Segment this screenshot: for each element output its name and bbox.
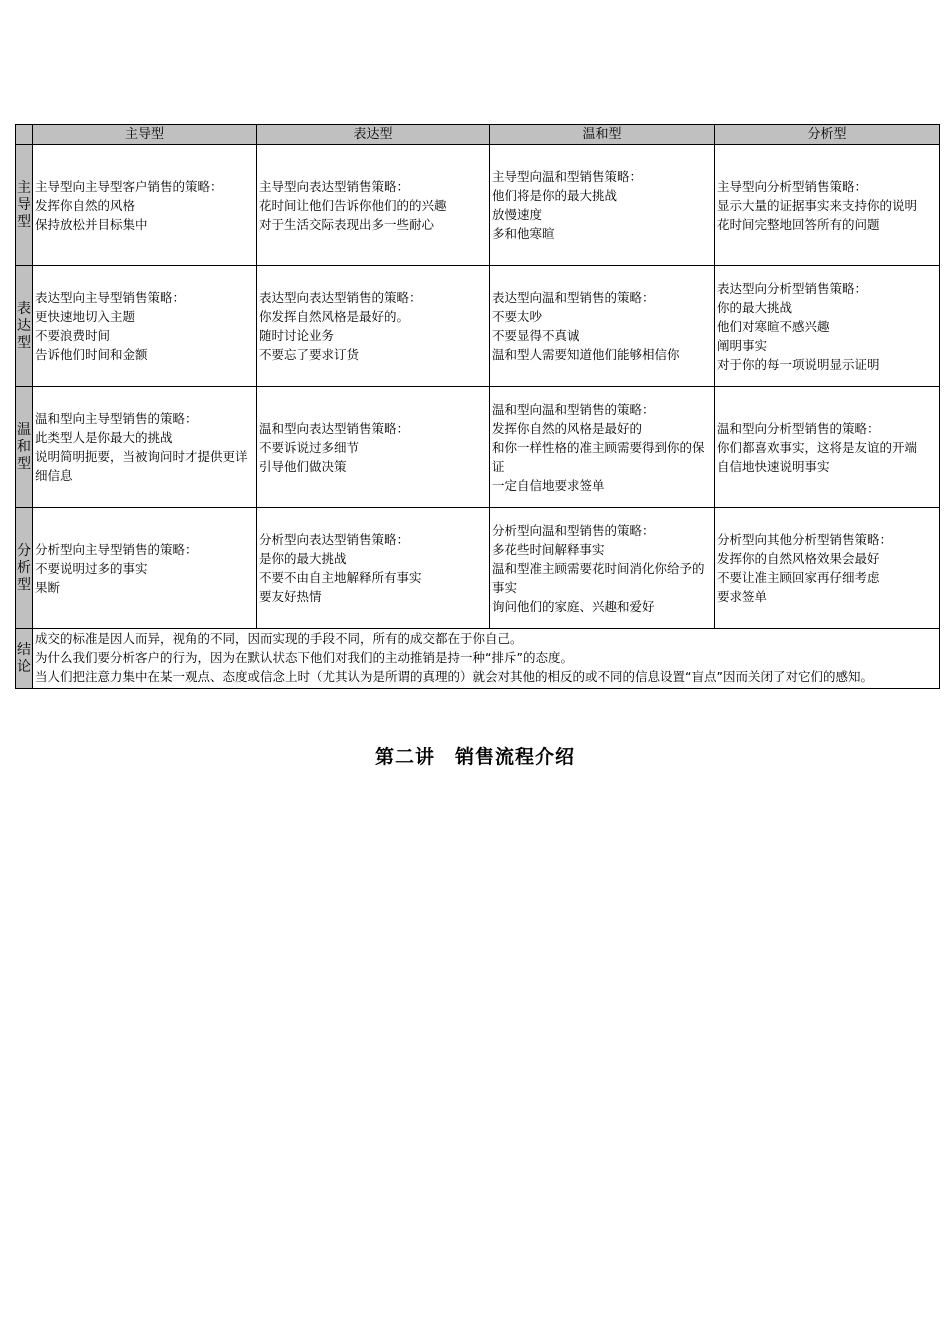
- strategy-cell: [490, 387, 715, 508]
- strategy-point: 不要忘了要求订货: [259, 347, 360, 362]
- strategy-title: 表达型向表达型销售的策略：: [259, 290, 422, 305]
- conclusion-line: 成交的标准是因人而异，视角的不同，因而实现的手段不同，所有的成交都在于你自己。: [35, 631, 523, 646]
- column-header: 分析型: [715, 125, 940, 145]
- row-header: 分 析 型: [16, 508, 33, 629]
- strategy-point: 你的最大挑战: [717, 299, 793, 315]
- strategy-point: 温和型人需要知道他们能够相信你: [492, 347, 680, 362]
- column-header: 表达型: [257, 125, 490, 145]
- strategy-point: 果断: [35, 579, 61, 595]
- strategy-cell: [490, 266, 715, 387]
- strategy-point: 温和型准主顾需要花时间消化你给予的事实: [492, 560, 705, 595]
- table-row: [16, 266, 940, 387]
- strategy-title: 主导型向温和型销售策略：: [492, 169, 643, 184]
- strategy-title: 主导型向表达型销售策略：: [259, 178, 410, 194]
- strategy-point: 说明简明扼要，当被询问时才提供更详细信息: [35, 449, 248, 483]
- strategy-point: 发挥你自然的风格是最好的: [492, 420, 643, 436]
- strategy-point: 花时间让他们告诉你他们的的兴趣: [259, 197, 447, 213]
- strategy-cell: [257, 387, 490, 508]
- strategy-point: 要友好热情: [259, 589, 322, 604]
- strategy-point: 对于你的每一项说明显示证明: [717, 356, 880, 372]
- strategy-title: 温和型向分析型销售的策略：: [717, 420, 880, 436]
- strategy-point: 不要说明过多的事实: [35, 560, 148, 576]
- strategy-title: 主导型向主导型客户销售的策略：: [35, 178, 223, 194]
- strategy-cell: [715, 266, 940, 387]
- row-header: 温 和 型: [16, 387, 33, 508]
- strategy-point: 一定自信地要求签单: [492, 477, 605, 493]
- header-row: [16, 125, 940, 145]
- strategy-point: 发挥你自然的风格: [35, 197, 136, 213]
- conclusion-row: [16, 629, 940, 689]
- strategy-point: 随时讨论业务: [259, 328, 335, 343]
- strategy-title: 分析型向主导型销售的策略：: [35, 541, 198, 557]
- strategy-point: 他们对寒暄不感兴趣: [717, 318, 830, 334]
- column-header: 主导型: [33, 125, 257, 145]
- strategy-point: 你们都喜欢事实，这将是友谊的开端: [717, 439, 918, 455]
- strategy-point: 保持放松并目标集中: [35, 216, 148, 232]
- strategy-point: 他们将是你的最大挑战: [492, 188, 618, 203]
- strategy-point: 发挥你的自然风格效果会最好: [717, 551, 880, 566]
- strategy-point: 多和他寒暄: [492, 226, 555, 241]
- strategy-point: 放慢速度: [492, 207, 543, 222]
- strategy-title: 表达型向温和型销售的策略：: [492, 290, 655, 305]
- strategy-point: 显示大量的证据事实来支持你的说明: [717, 197, 918, 213]
- strategy-cell: [490, 508, 715, 629]
- strategy-point: 阐明事实: [717, 337, 768, 353]
- strategy-point: 不要诉说过多细节: [259, 439, 360, 455]
- strategy-title: 温和型向表达型销售策略：: [259, 420, 410, 436]
- strategy-title: 分析型向其他分析型销售策略：: [717, 532, 893, 547]
- strategy-point: 更快速地切入主题: [35, 309, 136, 324]
- row-header: 表 达 型: [16, 266, 33, 387]
- strategy-title: 分析型向温和型销售的策略：: [492, 522, 655, 538]
- strategy-cell: [715, 145, 940, 266]
- row-header: 主 导 型: [16, 145, 33, 266]
- strategy-point: 自信地快速说明事实: [717, 458, 830, 474]
- strategy-point: 是你的最大挑战: [259, 551, 347, 566]
- strategy-point: 告诉他们时间和金额: [35, 347, 148, 362]
- section-heading: 第二讲 销售流程介绍: [374, 746, 575, 768]
- strategy-title: 分析型向表达型销售策略：: [259, 532, 410, 547]
- table-row: [16, 145, 940, 266]
- strategy-point: 不要不由自主地解释所有事实: [259, 570, 422, 585]
- strategy-cell: [33, 145, 257, 266]
- strategy-cell: [257, 266, 490, 387]
- table-row: [16, 387, 940, 508]
- strategy-title: 表达型向分析型销售策略：: [717, 280, 868, 296]
- strategy-cell: [715, 508, 940, 629]
- strategy-point: 不要让准主顾回家再仔细考虑: [717, 570, 880, 585]
- strategy-point: 不要太吵: [492, 309, 543, 324]
- strategy-point: 此类型人是你最大的挑战: [35, 430, 173, 445]
- corner-cell: [16, 125, 33, 145]
- strategy-point: 不要显得不真诚: [492, 328, 580, 343]
- strategy-point: 对于生活交际表现出多一些耐心: [259, 216, 435, 232]
- row-header: 结 论: [16, 629, 33, 689]
- column-header: 温和型: [490, 125, 715, 145]
- strategy-title: 温和型向温和型销售的策略：: [492, 401, 655, 417]
- sales-strategy-table: [15, 124, 940, 689]
- strategy-cell: [33, 387, 257, 508]
- strategy-point: 引导他们做决策: [259, 458, 347, 474]
- strategy-point: 多花些时间解释事实: [492, 541, 605, 557]
- conclusion-line: 当人们把注意力集中在某一观点、态度或信念上时（尤其认为是所谓的真理的）就会对其他的相反的或不同的信息设置“盲点”因而关闭了对它们的感知。: [35, 669, 873, 684]
- table-row: [16, 508, 940, 629]
- strategy-point: 和你一样性格的准主顾需要得到你的保证: [492, 439, 705, 474]
- strategy-point: 你发挥自然风格是最好的。: [259, 309, 410, 324]
- strategy-point: 花时间完整地回答所有的问题: [717, 216, 880, 232]
- strategy-point: 要求签单: [717, 589, 768, 604]
- strategy-cell: [33, 266, 257, 387]
- strategy-cell: [715, 387, 940, 508]
- strategy-point: 询问他们的家庭、兴趣和爱好: [492, 598, 655, 614]
- strategy-point: 不要浪费时间: [35, 328, 111, 343]
- conclusion-text: [33, 629, 940, 689]
- strategy-title: 温和型向主导型销售的策略：: [35, 411, 198, 426]
- conclusion-line: 为什么我们要分析客户的行为，因为在默认状态下他们对我们的主动推销是持一种“排斥”的态度。: [35, 650, 573, 665]
- strategy-title: 表达型向主导型销售策略：: [35, 290, 186, 305]
- strategy-cell: [33, 508, 257, 629]
- strategy-cell: [490, 145, 715, 266]
- strategy-cell: [257, 508, 490, 629]
- strategy-cell: [257, 145, 490, 266]
- strategy-title: 主导型向分析型销售策略：: [717, 178, 868, 194]
